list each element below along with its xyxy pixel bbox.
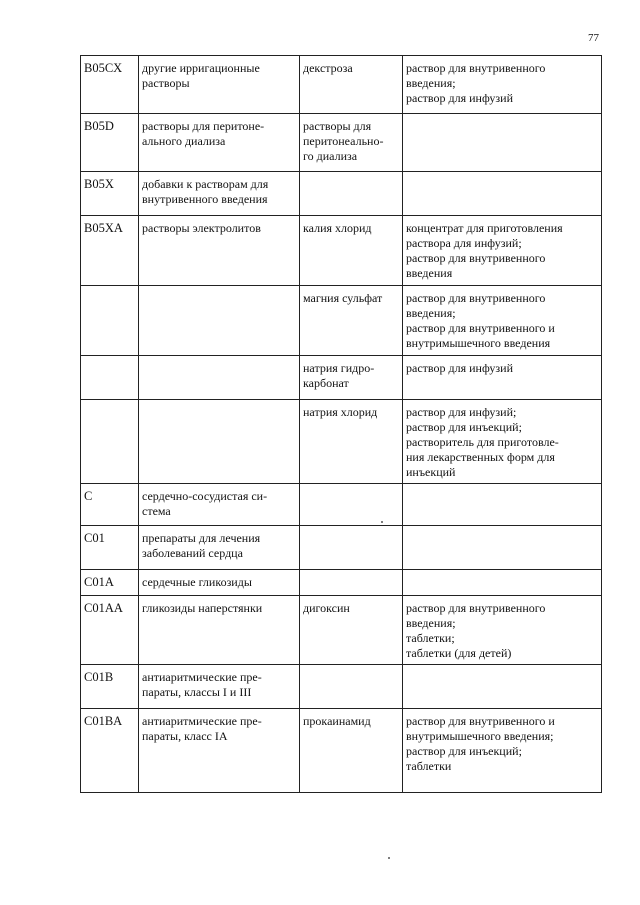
table-body [81,56,602,793]
anatomical-group-cell [139,172,300,216]
drug-name-cell [300,356,403,400]
drug-name-cell [300,570,403,596]
drug-name-cell [300,665,403,709]
drug-name-cell [300,400,403,484]
dosage-form-line: ния лекарственных форм для [406,450,555,464]
dosage-form-line: раствор для инфузий; [406,405,517,419]
atc-code-cell [81,400,139,484]
anatomical-group-line: растворы для перитоне- [142,119,265,133]
table-row [81,709,602,793]
atc-code-cell: B05D [81,114,139,172]
anatomical-group-line: растворы [142,76,190,90]
anatomical-group-cell [139,56,300,114]
dosage-form-cell [403,114,602,172]
drug-name-cell [300,526,403,570]
anatomical-group-line: параты, классы I и III [142,685,252,699]
drug-name-cell [300,56,403,114]
dosage-form-line: раствор для внутривенного и [406,321,555,335]
dosage-form-line: раствор для инфузий [406,91,513,105]
anatomical-group-cell [139,709,300,793]
dosage-form-line: внутримышечного введения [406,336,551,350]
dosage-form-cell [403,570,602,596]
atc-code-cell [81,286,139,356]
atc-code-cell: C01AA [81,596,139,665]
dosage-form-cell [403,665,602,709]
scan-speck [388,857,390,859]
anatomical-group-line: сердечно-сосудистая си- [142,489,268,503]
dosage-form-line: таблетки (для детей) [406,646,512,660]
drug-name-cell [300,172,403,216]
anatomical-group-line: ального диализа [142,134,226,148]
dosage-form-line: растворитель для приготовле- [406,435,559,449]
dosage-form-line: раствор для инъекций; [406,744,522,758]
drug-name-line: декстроза [303,61,353,75]
drug-name-cell [300,709,403,793]
atc-code-cell: C01 [81,526,139,570]
anatomical-group-line: заболеваний сердца [142,546,243,560]
dosage-form-line: концентрат для приготовления [406,221,563,235]
anatomical-group-line: внутривенного введения [142,192,268,206]
atc-code-cell: C01B [81,665,139,709]
dosage-form-line: раствор для внутривенного [406,61,546,75]
anatomical-group-line: препараты для лечения [142,531,261,545]
table-row [81,216,602,286]
dosage-form-line: таблетки; [406,631,455,645]
atc-code-cell: B05CX [81,56,139,114]
dosage-form-cell [403,216,602,286]
table-row [81,56,602,114]
anatomical-group-line: антиаритмические пре- [142,670,262,684]
drug-name-cell [300,596,403,665]
atc-code-cell: B05X [81,172,139,216]
anatomical-group-cell [139,400,300,484]
table-row [81,172,602,216]
table-row [81,356,602,400]
dosage-form-line: раствор для внутривенного [406,601,546,615]
dosage-form-cell [403,596,602,665]
table-row [81,570,602,596]
anatomical-group-line: гликозиды наперстянки [142,601,263,615]
atc-code-cell: C [81,484,139,526]
drug-name-line: натрия гидро- [303,361,375,375]
anatomical-group-line: другие ирригационные [142,61,260,75]
anatomical-group-line: стема [142,504,171,518]
dosage-form-line: введения; [406,76,456,90]
drug-name-line: перитонеально- [303,134,384,148]
drug-name-line: магния сульфат [303,291,383,305]
dosage-form-line: инъекций [406,465,456,479]
dosage-form-line: раствора для инфузий; [406,236,522,250]
dosage-form-line: раствор для внутривенного и [406,714,555,728]
page-number: 77 [588,32,599,44]
dosage-form-line: раствор для инъекций; [406,420,522,434]
drug-name-line: прокаинамид [303,714,371,728]
anatomical-group-line: добавки к растворам для [142,177,269,191]
drug-name-line: калия хлорид [303,221,372,235]
dosage-form-line: введения; [406,616,456,630]
dosage-form-line: внутримышечного введения; [406,729,554,743]
drug-name-line: го диализа [303,149,358,163]
dosage-form-line: раствор для инфузий [406,361,513,375]
anatomical-group-cell [139,286,300,356]
dosage-form-line: введения; [406,306,456,320]
anatomical-group-cell [139,356,300,400]
dosage-form-line: раствор для внутривенного [406,291,546,305]
dosage-form-cell [403,400,602,484]
atc-code-cell: C01A [81,570,139,596]
drug-name-cell [300,484,403,526]
dosage-form-cell [403,526,602,570]
scan-speck [381,521,383,523]
anatomical-group-cell [139,570,300,596]
drug-classification-table [80,55,602,793]
anatomical-group-cell [139,216,300,286]
drug-name-cell [300,286,403,356]
table-row [81,665,602,709]
drug-name-line: карбонат [303,376,349,390]
dosage-form-line: введения [406,266,453,280]
anatomical-group-cell [139,665,300,709]
atc-code-cell: C01BA [81,709,139,793]
dosage-form-cell [403,172,602,216]
dosage-form-line: раствор для внутривенного [406,251,546,265]
anatomical-group-cell [139,526,300,570]
anatomical-group-line: параты, класс IA [142,729,228,743]
table-row [81,596,602,665]
drug-name-line: натрия хлорид [303,405,378,419]
anatomical-group-line: антиаритмические пре- [142,714,262,728]
anatomical-group-cell [139,484,300,526]
dosage-form-line: таблетки [406,759,452,773]
table-row [81,526,602,570]
drug-name-line: дигоксин [303,601,350,615]
atc-code-cell: B05XA [81,216,139,286]
dosage-form-cell [403,56,602,114]
dosage-form-cell [403,356,602,400]
drug-name-cell [300,114,403,172]
dosage-form-cell [403,709,602,793]
table-row [81,286,602,356]
anatomical-group-line: сердечные гликозиды [142,575,252,589]
dosage-form-cell [403,484,602,526]
drug-name-line: растворы для [303,119,372,133]
table-row [81,484,602,526]
anatomical-group-cell [139,596,300,665]
dosage-form-cell [403,286,602,356]
anatomical-group-cell [139,114,300,172]
drug-name-cell [300,216,403,286]
anatomical-group-line: растворы электролитов [142,221,261,235]
atc-code-cell [81,356,139,400]
table-row [81,400,602,484]
table-row [81,114,602,172]
